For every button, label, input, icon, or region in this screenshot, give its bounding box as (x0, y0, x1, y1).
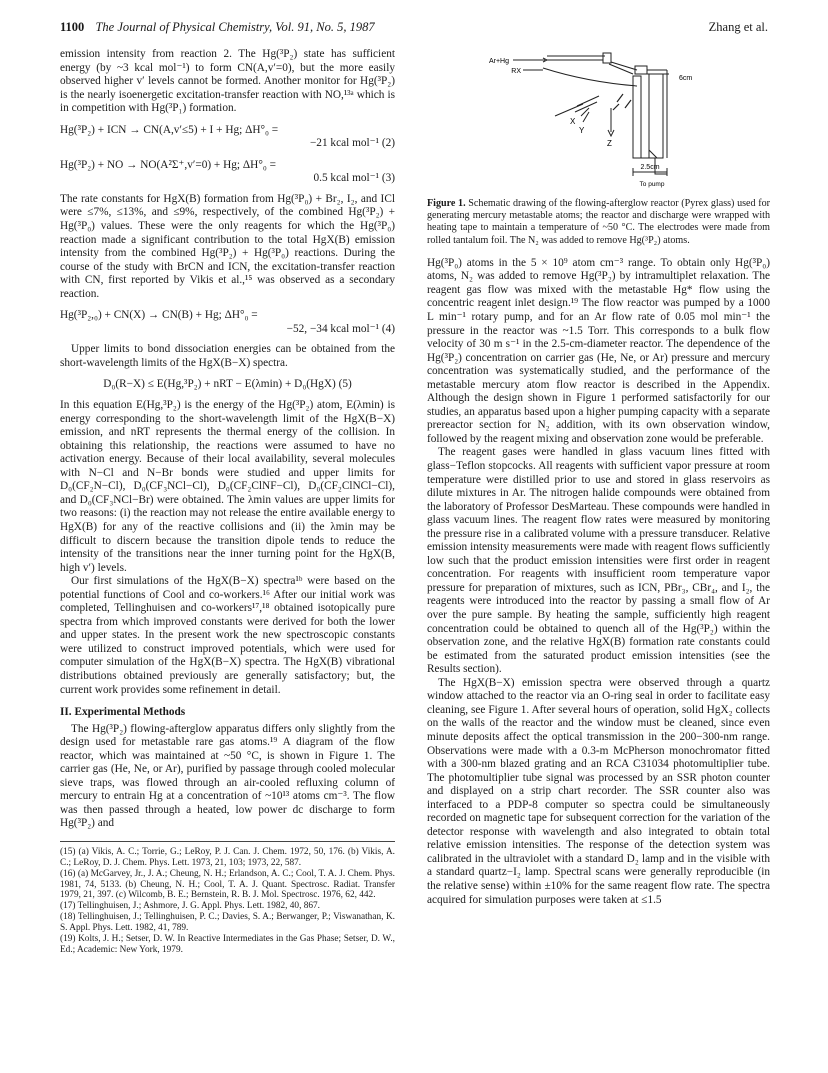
equation-2 (60, 124, 395, 151)
equation-body: Hg(³P₂) + NO → NO(A²Σ⁺,v′=0) + Hg; ΔH°₀ = (60, 158, 276, 171)
figure-caption (427, 198, 770, 247)
paragraph: The rate constants for HgX(B) formation from Hg(³P₀) + Br₂, I₂, and ICl were ≤7%, ≤13%, and ≤9%, respectively, of the combined Hg(³P₂) + Hg(³P₀) values. These were the only reagents for which the Hg(³P₀) reaction made a significant contribution to the total HgX(B) emission intensity from the combined Hg(³P₂) + Hg(³P₀) reactions. During the course of the study with BrCN and ICN, the excitation-transfer reaction with CN, first reported by Vikis et al.,¹⁵ was observed as a secondary reaction. (60, 192, 395, 300)
label-x: X (570, 117, 576, 126)
paragraph: The reagent gases were handled in glass vacuum lines fitted with glass−Teflon stopcocks. All reagents with sufficient vapor pressure at room temperature were distilled prior to use and stored in glass reservoirs as dilute mixtures in Ar. The nitrogen halide compounds were obtained from the laboratory of Professor DesMarteau. These compounds were handled in glass vacuum lines. The reagent flow rates were measured by monitoring the pressure rise in a calibrated volume with a pressure transducer. Relative emission intensity measurements were made with reagent flows sufficiently low such that the product emission intensities were first order in reagent concentration. For reagents with insufficient room temperature vapor pressure for preparation of mixtures, such as ICN, PBr₃, CBr₄, and I₂, the reagents were introduced into the reactor by passing a small flow of Ar over the pure sample. By heating the sample, sufficiently high reagent concentration could be obtained to quench all of the Hg(³P₂) within the observation zone, and the relative HgX(B) formation rate constants could be estimated from the saturated product emission intensities (see the Results section). (427, 446, 770, 676)
reference: (18) Tellinghuisen, J.; Tellinghuisen, P. C.; Davies, S. A.; Berwanger, P.; Viswanathan, K. S. Appl. Phys. Lett. 1982, 41, 789. (60, 912, 395, 933)
label-z: Z (607, 139, 612, 148)
label-6cm: 6cm (679, 75, 693, 82)
label-ar-hg: Ar+Hg (488, 58, 509, 65)
right-column (427, 48, 770, 907)
running-authors: Zhang et al. (708, 20, 768, 34)
label-to-pump: To pump (639, 181, 665, 188)
reference: (17) Tellinghuisen, J.; Ashmore, J. G. Appl. Phys. Lett. 1982, 40, 867. (60, 901, 321, 912)
journal-citation: The Journal of Physical Chemistry, Vol. 91, No. 5, 1987 (95, 20, 375, 34)
reference: (19) Kolts, J. H.; Setser, D. W. In Reactive Intermediates in the Gas Phase; Setser, D. W., Ed.; Academic: New York, 1979. (60, 933, 395, 955)
paragraph: Hg(³P₀) atoms in the 5 × 10⁹ atom cm⁻³ range. To obtain only Hg(³P₀) atoms, N₂ was added to remove Hg(³P₂) by intramultiplet relaxation. The reagent gas flow was mixed with the metastable Hg* flow using the concentric reagent inlet design.¹⁹ The flow reactor was pumped by a 1000 L min⁻¹ rotary pump, and for an Ar flow rate of 0.05 mol min⁻¹ the pressure in the reactor was ~1.5 Torr. This corresponds to a bulk flow velocity of 30 m s⁻¹ in the 2.5-cm-diameter reactor. The dependence of the Hg(³P₂) concentration on carrier gas (He, Ne, or Ar) pressure and mercury concentration was systematically studied, and the performance of the metastable mercury atom flow reactor is described in the Appendix. Although the design shown in Figure 1 performed satisfactorily for our studies, an apparatus based upon a higher pumping capacity with a separate prereactor section for N₂ addition, with its own observation window, followed by the reagent mixing and observation zone would be preferable. (427, 256, 770, 445)
left-column (60, 48, 395, 955)
paragraph: Upper limits to bond dissociation energies can be obtained from the short-wavelength limits of the HgX(B−X) spectra. (60, 343, 395, 369)
label-y: Y (579, 126, 585, 135)
reference: (16) (a) McGarvey, Jr., J. A.; Cheung, N. H.; Erlandson, A. C.; Cool, T. A. J. Chem. Phys. 1981, 74, 5133. (b) Cheung, N. H.; Cool, T. A. J. Quant. Spectrosc. Radiat. Transfer 1979, 21, 397. (c) Wilcomb, B. E.; Bernstein, R. B. J. Mol. Spectrosc. 1976, 62, 442. (60, 868, 395, 901)
label-diameter: 2.5cm (640, 164, 660, 171)
caption-label: Figure 1. (427, 198, 466, 209)
page-number: 1100 (60, 20, 85, 34)
equation-value: 0.5 kcal mol⁻¹ (3) (313, 172, 395, 185)
equation-3 (60, 159, 395, 186)
reference: (15) (a) Vikis, A. C.; Torrie, G.; LeRoy, P. J. Can. J. Chem. 1972, 50, 176. (b) Vikis, A. C.; LeRoy, D. J. Chem. Phys. Lett. 1973, 21, 103; 1973, 22, 587. (60, 846, 395, 868)
paragraph: The HgX(B−X) emission spectra were observed through a quartz window attached to the reactor via an O-ring seal in order to facilitate easy cleaning, see Figure 1. After several hours of operation, solid HgX₂ collects on the walls of the reactor and the window must be cleaned, since even minute deposits affect the optical transmission in the 200−300-nm range. Observations were made with a 0.3-m McPherson monochromator fitted with a 300-nm blazed grating and an RCA C31034 photomultiplier tube. The photomultiplier tube signal was processed by an SSR photon counter and displayed on a strip chart recorder. The SSR counter also was interfaced to a PDP-8 computer so spectra could be simultaneously recorded on magnetic tape for subsequent correction for the variation of the detector response with wavelength and also integrated to obtain total relative emission intensities. The response of the detection system was calibrated in the ultraviolet with a standard D₂ lamp and in the visible with a standard quartz−I₂ lamp. Spectral scans were generally reproducible (in the relative sense) within ±10% for the same reagent flow rate. The spectra acquired for simulation purposes were taken at ≤1.5 (427, 676, 770, 906)
paragraph: The Hg(³P₂) flowing-afterglow apparatus differs only slightly from the design used for metastable rare gas atoms.¹⁹ A diagram of the flow reactor, which was maintained at ~50 °C, is shown in Figure 1. The carrier gas (He, Ne, or Ar), purified by passage through cooled molecular sieve traps, was flowed through an air-cooled refluxing column of mercury to entrain Hg at a concentration of ~10¹³ atoms cm⁻³. The flow was then passed through a heated, low power dc discharge to form Hg(³P₂) and (60, 722, 395, 830)
paragraph: In this equation E(Hg,³P₂) is the energy of the Hg(³P₂) atom, E(λmin) is energy corresponding to the short-wavelength limit of the HgX(B−X) emission, and nRT represents the thermal energy of the collision. In obtaining this relationship, the reactions were assumed to have no activation energy. Because of their local availability, several molecules with N−Cl and N−Br bonds were studied and upper limits for D₀(CF₂N−Cl), D₀(CF₃NCl−Cl), D₀(CF₂ClNF−Cl), D₀(CF₂ClNCl−Cl), and D₀(CF₃NCl−Br) were obtained. The λmin values are upper limits for two reasons: (i) the reaction may not release the entire available energy to HgX(B) for any of the reactive collisions and (ii) the λmin may be difficult to discern because the transition dipole tends to reduce the intensity of the transitions near the inner turning point for the HgX(B, high v′) levels. (60, 399, 395, 574)
paragraph: emission intensity from reaction 2. The Hg(³P₂) state has sufficient energy (by ~3 kcal mol⁻¹) to form CN(A,v′=0), but the more easily observed higher v′ levels cannot be formed. Another monitor for Hg(³P₂) is the nearly isoenergetic excitation-transfer reaction with NO,¹³ᵃ which is in competition with Hg(³P₁) formation. (60, 48, 395, 115)
references (60, 841, 395, 955)
paragraph: Our first simulations of the HgX(B−X) spectra¹ᵇ were based on the potential functions of Cool and co-workers.¹⁶ After our initial work was completed, Tellinghuisen and co-workers¹⁷,¹⁸ obtained isotopically pure spectra from which improved constants were derived for both the lower and upper states. In the present work the new spectroscopic constants were utilized to construct improved potentials, which were used for computer simulation of the HgX(B−X) spectra. The HgX(B) vibrational distributions obtained previously are generally satisfactory; but, the current work provides some refinement in detail. (60, 575, 395, 696)
section-heading: II. Experimental Methods (60, 706, 186, 719)
page-header (60, 20, 768, 38)
reactor-diagram (427, 50, 770, 190)
equation-value: −52, −34 kcal mol⁻¹ (4) (286, 322, 395, 335)
equation-body: Hg(³P₂,₀) + CN(X) → CN(B) + Hg; ΔH°₀ = (60, 309, 258, 322)
equation-value: −21 kcal mol⁻¹ (2) (309, 137, 395, 150)
equation-5: D₀(R−X) ≤ E(Hg,³P₂) + nRT − E(λmin) + D₀(HgX) (5) (103, 378, 352, 391)
label-rx: RX (511, 68, 521, 75)
caption-text: Schematic drawing of the flowing-afterglow reactor (Pyrex glass) used for generating mercury metastable atoms; the reactor and discharge were wrapped with heating tape to maintain a temperature of ~50 °C. The electrodes were made from rolled tantalum foil. The N₂ was added to remove Hg(³P₂) atoms. (427, 198, 770, 246)
equation-4 (60, 309, 395, 336)
figure-1 (427, 50, 770, 190)
equation-body: Hg(³P₂) + ICN → CN(A,v′≤5) + I + Hg; ΔH°₀ = (60, 123, 279, 136)
